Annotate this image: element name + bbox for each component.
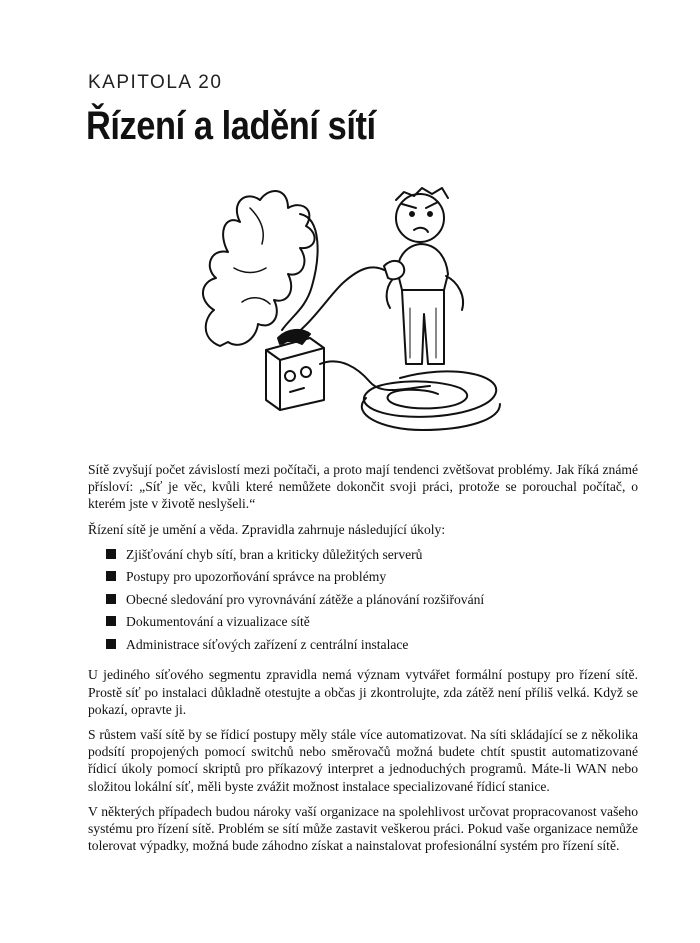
paragraph-list-lead: Řízení sítě je umění a věda. Zpravidla zahrnuje následující úkoly: [88,521,446,537]
list-item-text: Zjišťování chyb sítí, bran a kriticky důležitých serverů [126,546,423,562]
paragraph-automation: S růstem vaší sítě by se řídicí postupy měly stále více automatizovat. Na síti skládající se z několika podsítí propojených pomocí switchů nebo směrovačů možná budete chtít spustit automatizované řídicí úkoly pomocí skriptů pro příkazový interpret a jednoduchých programů. Máte-li WAN nebo složitou lokální síť, měli byste zvážit možnost instalace specializované řídicí stanice. [88,726,638,794]
list-item [88,568,638,591]
cartoon-network-admin-illustration [170,178,510,438]
body-text [88,461,638,862]
list-item [88,546,638,569]
chapter-label: KAPITOLA 20 [88,72,223,93]
bullet-square-icon [106,571,116,581]
paragraph-reliability: V některých případech budou nároky vaší organizace na spolehlivost určovat propracovanost vašeho systému pro řízení sítě. Problém se sítí může zastavit veškerou práci. Pokud vaše organizace nemůže tolerovat výpadky, možná bude záhodno získat a nainstalovat profesionální systém pro řízení sítě. [88,803,638,854]
list-item-text: Postupy pro upozorňování správce na problémy [126,569,387,585]
list-item [88,613,638,636]
list-item-text: Obecné sledování pro vyrovnávání zátěže a plánování rozšiřování [126,591,485,607]
bullet-square-icon [106,594,116,604]
list-item-text: Dokumentování a vizualizace sítě [126,614,310,630]
chapter-title: Řízení a ladění sítí [86,104,376,148]
bullet-square-icon [106,639,116,649]
bullet-square-icon [106,549,116,559]
list-item-text: Administrace síťových zařízení z centrální instalace [126,636,409,652]
list-item [88,591,638,614]
bullet-square-icon [106,616,116,626]
paragraph-intro: Sítě zvyšují počet závislostí mezi počítači, a proto mají tendenci zvětšovat problémy. Jak říká známé přísloví: „Síť je věc, kvůli které nemůžete dokončit svoji práci, protože se porouchal počítač, o kterém jste v životě neslyšeli.“ [88,462,638,512]
task-list [88,546,638,659]
list-item [88,636,638,659]
paragraph-single-segment: U jediného síťového segmentu zpravidla nemá význam vytvářet formální postupy pro řízení sítě. Prostě síť po instalaci důkladně otestujte a občas ji zkontrolujte, zda zátěž není příliš velká. Když se pokazí, opravte ji. [88,667,638,717]
